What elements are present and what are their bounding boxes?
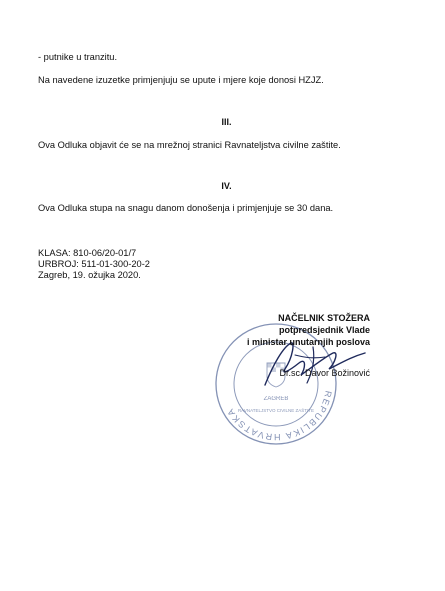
signer-role-1: potpredsjednik Vlade (278, 325, 370, 335)
place-date-line: Zagreb, 19. ožujka 2020. (38, 270, 141, 280)
section-4-text: Ova Odluka stupa na snagu danom donošenja i primjenjuje se 30 dana. (38, 203, 334, 213)
exception-line: Na navedene izuzetke primjenjuju se upute i mjere koje donosi HZJZ. (38, 75, 324, 85)
section-3-text: Ova Odluka objavit će se na mrežnoj stranici Ravnateljstva civilne zaštite. (38, 140, 341, 150)
svg-text:REPUBLIKA HRVATSKA: REPUBLIKA HRVATSKA (224, 389, 334, 443)
bullet-line: - putnike u tranzitu. (38, 52, 118, 62)
svg-text:RAVNATELJSTVO CIVILNE ZAŠTITE: RAVNATELJSTVO CIVILNE ZAŠTITE (237, 408, 315, 413)
signer-name: Dr.sc. Davor Božinović (279, 368, 370, 378)
klasa-line: KLASA: 810-06/20-01/7 (38, 248, 137, 258)
signer-title: NAČELNIK STOŽERA (278, 313, 370, 323)
section-3-heading: III. (221, 117, 232, 127)
svg-text:ZAGREB: ZAGREB (263, 396, 289, 402)
signer-role-2: i ministar unutarnjih poslova (246, 337, 370, 347)
urbroj-line: URBROJ: 511-01-300-20-2 (38, 259, 150, 269)
section-4-heading: IV. (221, 181, 232, 191)
